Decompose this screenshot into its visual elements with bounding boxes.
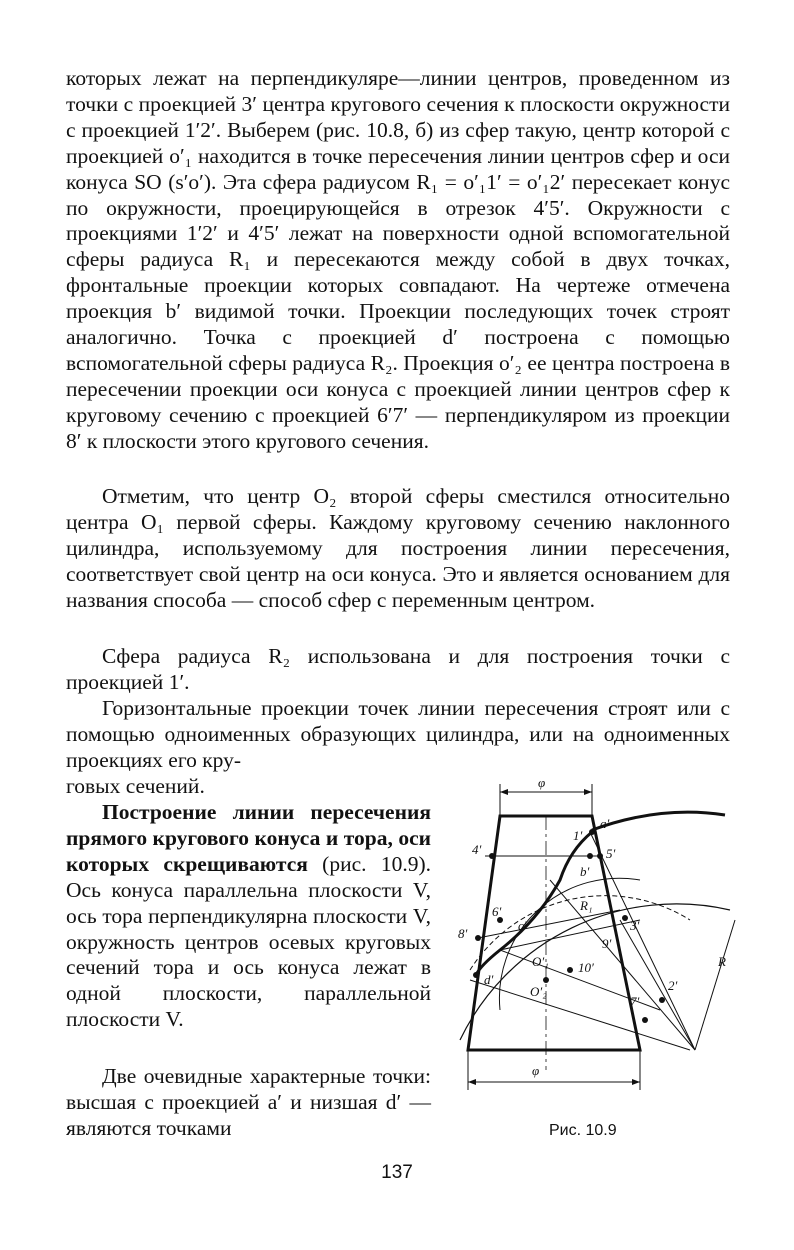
section-line-d: [470, 980, 690, 1050]
paragraph-1: которых лежат на перпендикуляре—линии центров, проведенном из точки с проекцией 3′ центра кругового сечения к плоскости окружности с проекцией 1′2′. Выберем (рис. 10.8, б) из сфер такую, центр которой с проекцией o′₁ находится в точке пересечения линии центров сфер и оси конуса SO (s′o′). Эта сфера радиусом R₁ = o′₁1′ = o′₁2′ пересекает конус по окружности, проецирующейся в отрезок 4′5′. Окружности с проекциями 1′2′ и 4′5′ лежат на поверхности одной вспомогательной сферы радиуса R₁ и пересекаются между собой в двух точках, фронтальные проекции которых совпадают. На чертеже отмечена проекция b′ видимой точки. Проекции последующих точек строят аналогично. Точка с проекцией d′ построена с помощью вспомогательной сферы радиуса R₂. Проекция o′₂ ее центра построена в пересечении проекции оси конуса с проекцией линии центров сфер к круговому сечению с проекцией 6′7′ — перпендикуляром из проекции 8′ к плоскости этого кругового сечения.: [66, 66, 730, 453]
label-o2: O′₂: [530, 984, 547, 999]
label-phi-bottom: φ: [532, 1063, 540, 1078]
label-10: 10′: [578, 960, 594, 975]
label-R: R: [718, 954, 726, 969]
label-o1: O′₁: [532, 954, 549, 969]
paragraph-2: Отметим, что центр O₂ второй сферы сместился относительно центра O₁ первой сферы. Каждому круговому сечению наклонного цилиндра, используемому для построения линии пересечения, соответствует свой центр на оси конуса. Это и является основанием для названия способа — способ сфер с переменным центром.: [66, 484, 730, 612]
label-9: 9′: [602, 936, 612, 951]
label-b: b′: [580, 864, 590, 879]
paragraph-4-end: говых сечений.: [66, 774, 205, 798]
label-5: 5′: [606, 846, 616, 861]
paragraph-3: Сфера радиуса R₂ использована и для построения точки с проекцией 1′.: [66, 644, 730, 694]
label-7: 7′: [630, 994, 640, 1009]
radial-line-2: [620, 920, 695, 1050]
section-text: (рис. 10.9). Ось конуса параллельна плоскости V, ось тора перпендикулярна плоскости V, окружность центров осевых круговых сечений тора и ось конуса лежат в одной плоскости, параллельной плоскости V.: [66, 851, 431, 1032]
page-number: 137: [381, 1162, 413, 1183]
section-paragraph: [66, 800, 431, 1033]
label-4: 4′: [472, 842, 482, 857]
label-a: a′: [600, 816, 610, 831]
last-paragraph: Две очевидные характерные точки: высшая с проекцией a′ и низшая d′ — являются точками: [66, 1064, 431, 1140]
radius-line: [695, 920, 735, 1050]
section-heading: Построение линии пересечения прямого кругового конуса и тора, оси которых скрещиваются: [66, 800, 431, 876]
label-2: 2′: [668, 978, 678, 993]
label-3: 3′: [630, 918, 640, 933]
torus-outer-arc: [592, 812, 725, 830]
paragraph-4: Горизонтальные проекции точек линии пересечения строят или с помощью одноименных образующих цилиндра, или на одноименных проекциях его кру-: [66, 696, 730, 772]
label-d: d′: [484, 972, 494, 987]
figure-10-9: [440, 770, 740, 1115]
label-8: 8′: [458, 926, 468, 941]
label-1: 1′: [573, 828, 583, 843]
radial-line-3: [550, 880, 695, 1050]
label-c: c′: [518, 918, 527, 933]
figure-caption: Рис. 10.9: [549, 1122, 617, 1139]
figure-drawing: [440, 770, 740, 1115]
label-phi-top: φ: [538, 775, 546, 790]
label-R1: R₁: [580, 898, 593, 913]
label-6: 6′: [492, 904, 502, 919]
